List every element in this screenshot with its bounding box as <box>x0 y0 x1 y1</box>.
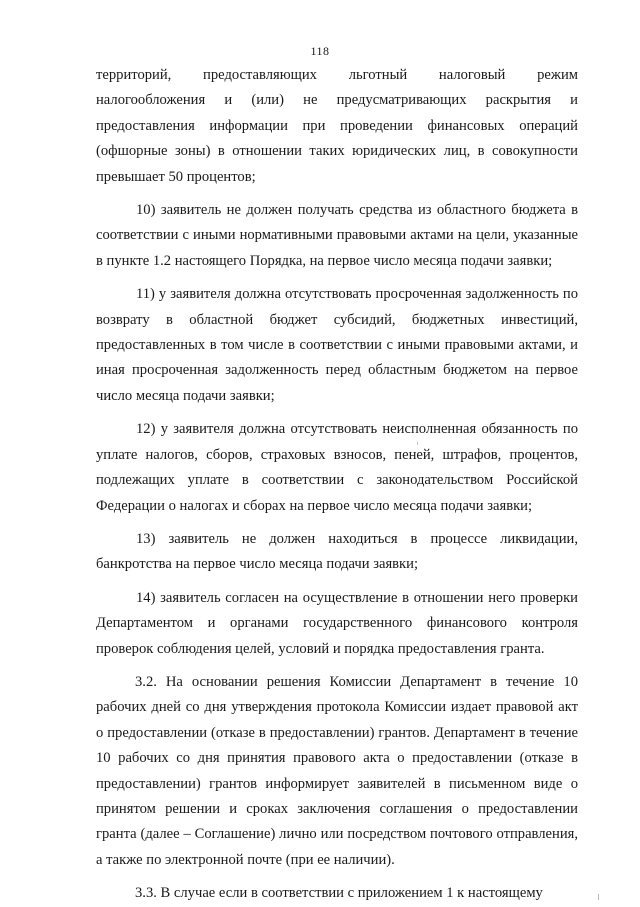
page-number: 118 <box>310 44 330 58</box>
paragraph-item-12: 12) у заявителя должна отсутствовать неисполненная обязанность по уплате налогов, сборов, страховых взносов, пеней, штрафов, процентов, подлежащих уплате в соответствии с законодательством Российской Федерации о налогах и сборах на первое число месяца подачи заявки; <box>96 421 578 514</box>
paragraph-item-14: 14) заявитель согласен на осуществление в отношении него проверки Департаментом и органами государственного финансового контроля проверок соблюдения целей, условий и порядка предоставления гранта. <box>96 589 578 657</box>
scan-speck <box>417 442 418 445</box>
paragraph-section-3-3: 3.3. В случае если в соответствии с приложением 1 к настоящему <box>135 885 543 902</box>
paragraph-continuation: территорий, предоставляющих льготный налоговый режим налогообложения и (или) не предусматривающих раскрытия и предоставления информации при проведении финансовых операций (офшорные зоны) в отношении таких юридических лиц, в совокупности превышает 50 процентов; <box>96 67 578 185</box>
paragraph-section-3-2: 3.2. На основании решения Комиссии Департамент в течение 10 рабочих дней со дня утверждения протокола Комиссии издает правовой акт о предоставлении (отказе в предоставлении) грантов. Департамент в течение 10 рабочих со дня принятия правового акта о предоставлении (отказе в предоставлении) грантов информирует заявителей в письменном виде о принятом решении и сроках заключения соглашения о предоставлении гранта (далее – Соглашение) лично или посредством почтового отправления, а также по электронной почте (при ее наличии). <box>96 673 578 868</box>
scan-mark <box>598 894 599 900</box>
document-body <box>96 63 578 907</box>
paragraph-item-11: 11) у заявителя должна отсутствовать просроченная задолженность по возврату в областной бюджет субсидий, бюджетных инвестиций, предоставленных в том числе в соответствии с иными правовыми актами, и иная просроченная задолженность перед областным бюджетом на первое число месяца подачи заявки; <box>96 286 578 404</box>
paragraph-item-13: 13) заявитель не должен находиться в процессе ликвидации, банкротства на первое число месяца подачи заявки; <box>96 530 578 573</box>
paragraph-item-10: 10) заявитель не должен получать средства из областного бюджета в соответствии с иными нормативными правовыми актами на цели, указанные в пункте 1.2 настоящего Порядка, на первое число месяца подачи заявки; <box>96 202 578 269</box>
